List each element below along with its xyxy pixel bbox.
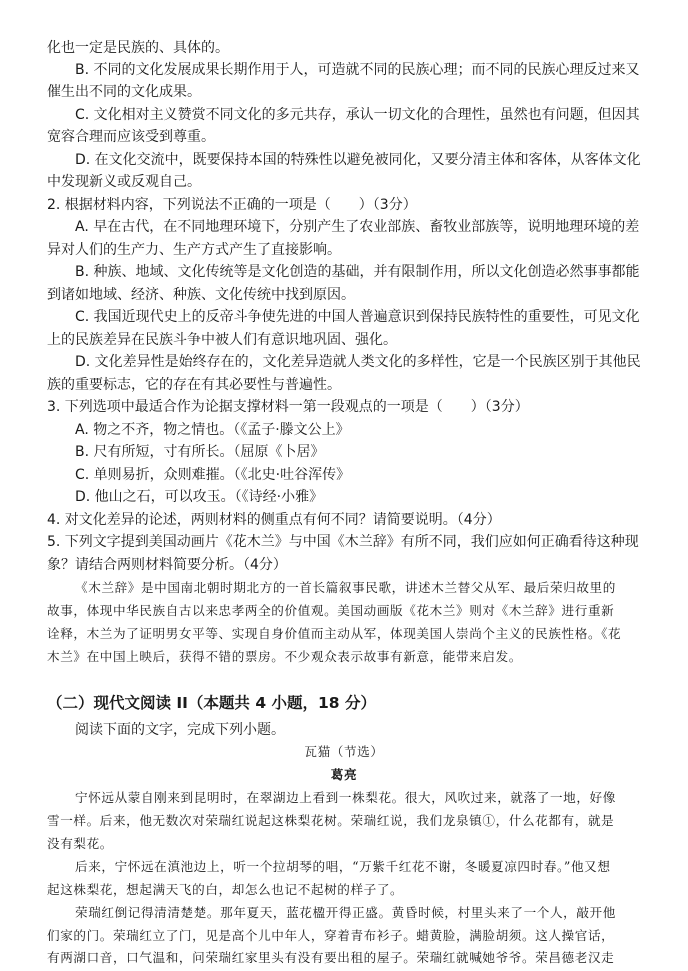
story-author: 葛亮 — [330, 767, 358, 782]
story-line: 有两湖口音，口气温和，问荣瑞红家里头有没有要出租的屋子。荣瑞红就喊她爷爷。荣昌德老汉走 — [47, 950, 615, 965]
question-2-stem: 2. 根据材料内容，下列说法不正确的一项是（ ）（3分） — [47, 197, 417, 213]
text-line: 上的民族差异在民族斗争中被人们有意识地巩固、强化。 — [47, 332, 397, 348]
option-b-line: B. 不同的文化发展成果长期作用于人，可造就不同的民族心理；而不同的民族心理反过来又 — [75, 62, 640, 78]
text-line: 到诸如地域、经济、种族、文化传统中找到原因。 — [47, 287, 355, 303]
text-line: 族的重要标志，它的存在有其必要性与普遍性。 — [47, 377, 341, 393]
q3-option-d: D. 他山之石，可以攻玉。（《诗经·小雅》 — [75, 489, 324, 505]
passage-line: 诠释，木兰为了证明男女平等、实现自身价值而主动从军，体现美国人崇尚个主义的民族性格。《花 — [47, 626, 622, 641]
q3-option-a: A. 物之不齐，物之情也。（《孟子·滕文公上》 — [75, 422, 350, 438]
story-line: 荣瑞红倒记得清清楚楚。那年夏天，蓝花楹开得正盛。黄昏时候，村里头来了一个人，敲开他 — [75, 905, 616, 920]
question-4-stem: 4. 对文化差异的论述，两则材料的侧重点有何不同？请简要说明。（4分） — [47, 512, 501, 528]
story-line: 宁怀远从蒙自刚来到昆明时，在翠湖边上看到一株梨花。很大，风吹过来，就落了一地，好像 — [75, 790, 616, 805]
text-line: 化也一定是民族的、具体的。 — [47, 40, 229, 56]
text-line: 催生出不同的文化成果。 — [47, 84, 201, 100]
q3-option-c: C. 单则易折，众则难摧。（《北史·吐谷浑传》 — [75, 467, 351, 483]
text-line: 中发现新义或反观自己。 — [47, 174, 201, 190]
story-title: 瓦猫（节选） — [304, 744, 384, 759]
q2-option-d: D. 文化差异性是始终存在的，文化差异造就人类文化的多样性，它是一个民族区别于其他民 — [75, 354, 641, 370]
instruction-line: 阅读下面的文字，完成下列小题。 — [75, 722, 285, 738]
section-heading: （二）现代文阅读 II（本题共 4 小题，18 分） — [47, 694, 376, 712]
q2-option-a: A. 早在古代，在不同地理环境下，分别产生了农业部族、畜牧业部族等，说明地理环境的差 — [75, 219, 640, 235]
passage-line: 故事，体现中华民族自古以来忠孝两全的价值观。美国动画版《花木兰》则对《木兰辞》进行重新 — [47, 603, 615, 618]
story-line: 没有梨花。 — [47, 836, 113, 851]
story-line: 后来，宁怀远在滇池边上，听一个拉胡琴的唱，“万紫千红花不谢，冬暖夏凉四时春。”他又想 — [75, 859, 611, 874]
q2-option-c: C. 我国近现代史上的反帝斗争使先进的中国人普遍意识到保持民族特性的重要性，可见文化 — [75, 309, 640, 325]
text-line: 宽容合理而应该受到尊重。 — [47, 129, 215, 145]
question-5-stem: 5. 下列文字提到美国动画片《花木兰》与中国《木兰辞》有所不同，我们应如何正确看待这种现 — [47, 534, 639, 550]
passage-line: 木兰》在中国上映后，获得不错的票房。不少观众表示故事有新意，能带来启发。 — [47, 649, 522, 664]
option-c-line: C. 文化相对主义赞赏不同文化的多元共存，承认一切文化的合理性，虽然也有问题，但因其 — [75, 107, 640, 123]
passage-line: 《木兰辞》是中国南北朝时期北方的一首长篇叙事民歌，讲述木兰替父从军、最后荣归故里的 — [75, 580, 616, 595]
q2-option-b: B. 种族、地域、文化传统等是文化创造的基础，并有限制作用，所以文化创造必然事事都能 — [75, 264, 640, 280]
q3-option-b: B. 尺有所短，寸有所长。（屈原《卜居》 — [75, 444, 325, 460]
text-line: 异对人们的生产力、生产方式产生了直接影响。 — [47, 242, 341, 258]
story-line: 起这株梨花，想起满天飞的白，却怎么也记不起树的样子了。 — [47, 882, 404, 897]
story-line: 们家的门。荣瑞红立了门，见是高个儿中年人，穿着青布衫子。蜡黄脸，满脸胡须。这人操官话， — [47, 928, 615, 943]
story-line: 雪一样。后来，他无数次对荣瑞红说起这株梨花树。荣瑞红说，我们龙泉镇①，什么花都有，就是 — [47, 813, 615, 828]
text-line: 象？请结合两则材料简要分析。（4分） — [47, 557, 287, 573]
option-d-line: D. 在文化交流中，既要保持本国的特殊性以避免被同化，又要分清主体和客体，从客体文化 — [75, 152, 641, 168]
question-3-stem: 3. 下列选项中最适合作为论据支撑材料一第一段观点的一项是（ ）（3分） — [47, 399, 529, 415]
